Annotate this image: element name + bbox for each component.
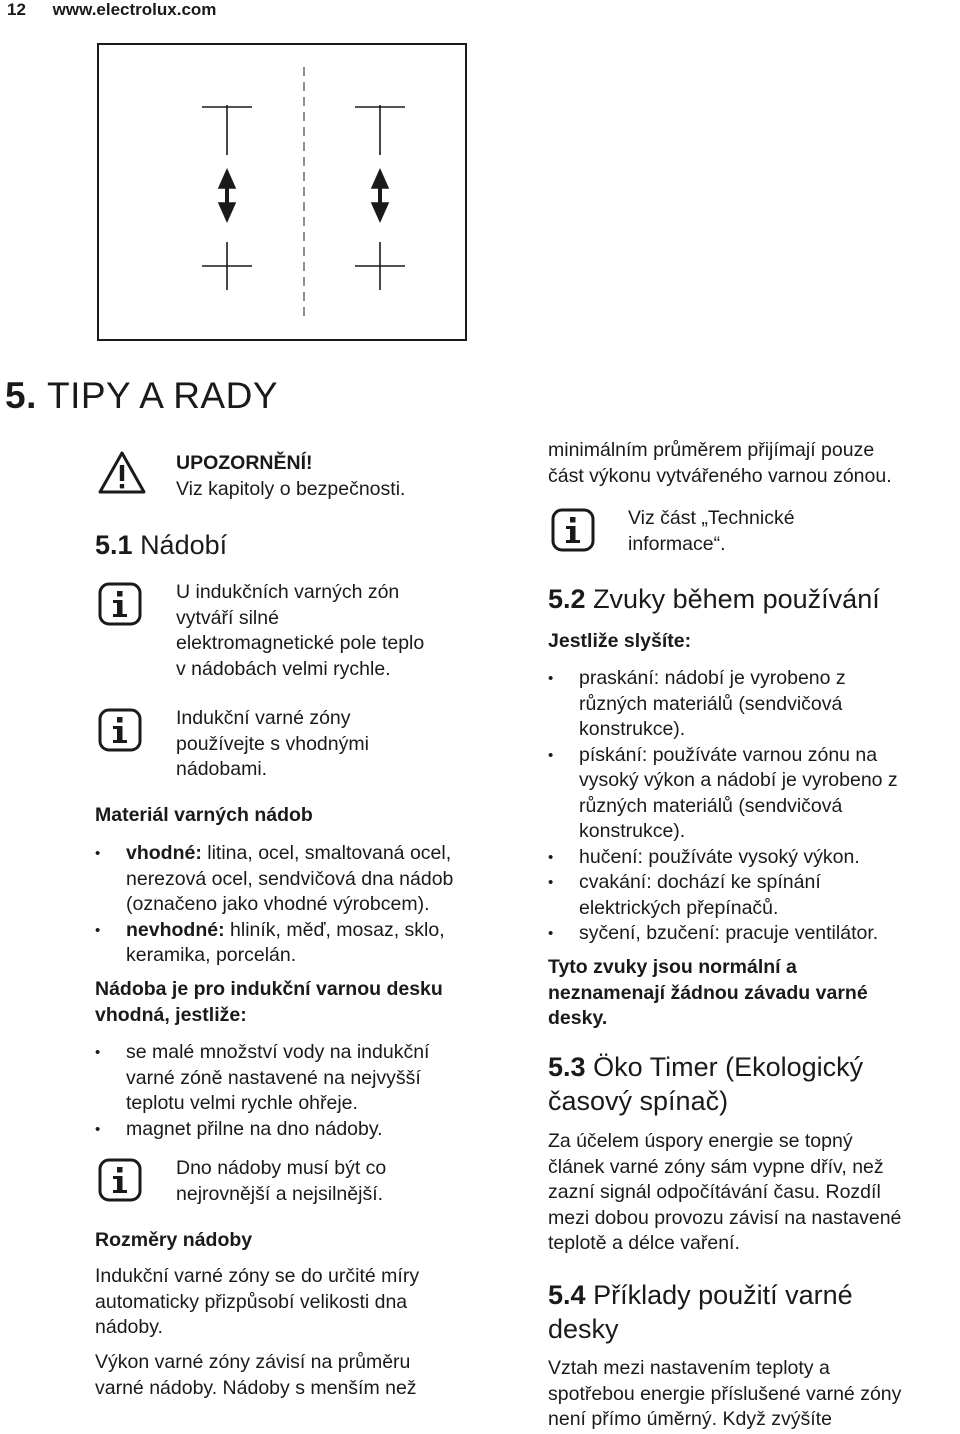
text-line: část výkonu vytvářeného varnou zónou. [548,464,892,487]
text-line: nerezová ocel, sendvičová dna nádob [126,867,454,890]
text-line: elektrických přepínačů. [579,896,779,919]
cooking-zone-diagram [97,43,467,341]
material-heading: Materiál varných nádob [95,804,313,826]
warning-triangle-icon [98,451,146,494]
arrow-down-icon [219,203,235,221]
list-item [548,743,960,845]
subsection-title: Příklady použití varné [593,1280,853,1310]
text-line: informace“. [628,532,726,555]
text-line: hučení: používáte vysoký výkon. [579,845,860,868]
text-line: cvakání: dochází ke spínání [579,871,821,893]
text-line: hliník, měď, mosaz, sklo, [224,918,445,941]
text-line: zazní signál odpočítávání času. Rozdíl [548,1181,881,1203]
subsection-title: časový spínač) [548,1086,729,1116]
warning-text: Viz kapitoly o bezpečnosti. [176,477,406,500]
text-line: vhodná, jestliže: [95,1003,247,1026]
subsection-5-1-heading [95,530,227,561]
text-line: Nádoba je pro indukční varnou desku [95,978,443,1000]
section-heading [5,375,278,417]
subsection-title: Öko Timer (Ekologický [593,1052,864,1082]
text-line: se malé množství vody na indukční [126,1041,430,1063]
text-line: varné nádoby. Nádoby s menším než [95,1376,417,1399]
subsection-5-2-heading [548,584,880,615]
dimensions-paragraph-2 [95,1350,417,1401]
list-item [548,845,960,871]
text-line: (označeno jako vhodné výrobcem). [126,893,430,915]
text-line: neznamenají žádnou závadu varné [548,981,868,1004]
subsection-number: 5.1 [95,530,133,560]
subsection-title: Nádobí [140,530,228,560]
text-line: keramika, porcelán. [126,944,297,966]
text-line: článek varné zóny sám vypne dřív, než [548,1155,884,1178]
text-line: Indukční varné zóny [176,707,351,729]
warning-text-block [176,451,405,502]
unsuitable-label: nevhodné: [126,918,225,941]
list-item [548,870,960,921]
text-line: nejrovnější a nejsilnější. [176,1182,384,1205]
text-line: různých materiálů (sendvičová [579,794,843,817]
text-line: Indukční varné zóny se do určité míry [95,1265,420,1287]
subsection-title: desky [548,1314,619,1344]
eco-timer-paragraph [548,1129,901,1257]
text-line: Viz část „Technické [628,507,795,529]
text-line: vytváří silné [176,606,279,629]
info-icon [98,582,142,626]
text-line: desky. [548,1007,608,1029]
arrow-up-icon [219,170,235,188]
text-line: syčení, bzučení: pracuje ventilátor. [579,922,879,944]
text-line: teplotu velmi rychle ohřeje. [126,1092,358,1114]
sounds-heading: Jestliže slyšíte: [548,630,692,652]
section-number: 5. [5,375,37,416]
dimensions-heading: Rozměry nádoby [95,1229,253,1251]
text-line: varné zóně nastavené na nejvyšší [126,1066,421,1089]
text-line: pískání: používáte varnou zónu na [579,743,878,766]
header-url: www.electrolux.com [52,0,217,19]
dimensions-paragraph-1 [95,1264,419,1341]
text-line: praskání: nádobí je vyrobeno z [579,667,846,689]
text-line: Výkon varné zóny závisí na průměru [95,1351,411,1373]
page-header [7,0,238,20]
info-icon [98,708,142,752]
conditions-list [95,1040,525,1142]
page-number: 12 [7,0,26,19]
zone-bridge-illustration [99,45,465,339]
subsection-5-3-heading [548,1050,863,1118]
suitability-heading [95,977,443,1028]
arrow-up-icon [372,170,388,188]
sounds-normal-note [548,955,868,1032]
text-line: minimálním průměrem přijímají pouze [548,439,875,461]
info-icon [98,1158,142,1202]
text-line: nádobami. [176,758,268,780]
text-line: Vztah mezi nastavením teploty a [548,1357,830,1379]
info-note-suitable-cookware [176,706,369,783]
text-line: konstrukce). [579,718,686,740]
text-line: Za účelem úspory energie se topný [548,1130,853,1152]
text-line: elektromagnetické pole teplo [176,632,425,654]
list-item [548,666,960,743]
right-column-continuation [548,438,892,489]
text-line: Tyto zvuky jsou normální a [548,956,797,978]
list-item [95,1040,525,1117]
text-line: magnet přilne na dno nádoby. [126,1117,383,1140]
text-line: litina, ocel, smaltovaná ocel, [201,842,452,864]
examples-paragraph [548,1356,901,1433]
list-item [95,841,525,918]
info-note-bottom [176,1156,386,1207]
text-line: mezi dobou provozu závisí na nastavené [548,1206,902,1229]
section-title: TIPY A RADY [46,375,279,416]
text-line: U indukčních varných zón [176,581,400,603]
list-item [95,1117,525,1143]
list-item [548,921,960,947]
text-line: konstrukce). [579,820,686,842]
info-note-technical [628,506,795,557]
warning-title: UPOZORNĚNÍ! [176,452,313,474]
text-line: Dno nádoby musí být co [176,1157,387,1179]
text-line: teplotě a délce vaření. [548,1232,740,1254]
text-line: různých materiálů (sendvičová [579,692,843,715]
info-note-induction [176,580,424,682]
subsection-number: 5.2 [548,584,586,614]
text-line: není přímo úměrný. Když zvýšíte [548,1408,832,1430]
suitable-label: vhodné: [126,842,202,864]
text-line: spotřebou energie příslušené varné zóny [548,1382,902,1405]
subsection-5-4-heading [548,1278,853,1346]
text-line: používejte s vhodnými [176,732,369,755]
text-line: nádoby. [95,1316,163,1338]
text-line: automaticky přizpůsobí velikosti dna [95,1290,408,1313]
arrow-down-icon [372,203,388,221]
subsection-number: 5.4 [548,1280,586,1310]
sounds-list [548,666,960,947]
text-line: v nádobách velmi rychle. [176,657,391,680]
text-line: vysoký výkon a nádobí je vyrobeno z [579,769,898,791]
info-icon [551,508,595,552]
list-item [95,918,525,969]
subsection-title: Zvuky během používání [593,584,880,614]
subsection-number: 5.3 [548,1052,586,1082]
material-list [95,841,525,969]
